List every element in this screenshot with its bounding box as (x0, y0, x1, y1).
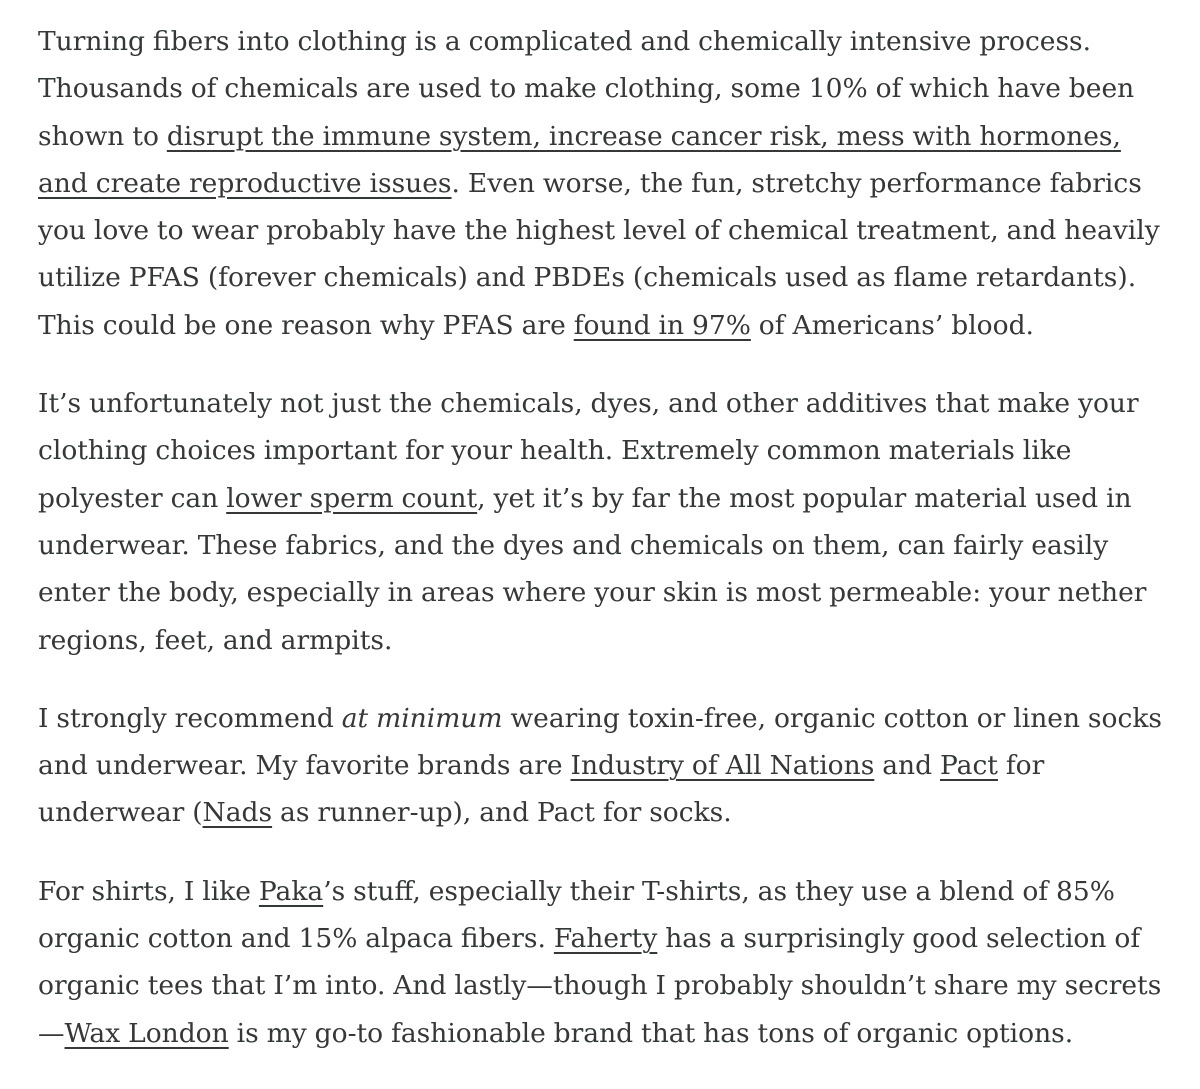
paragraph-text: I strongly recommend (38, 702, 342, 734)
paragraph-text: , yet it’s by far the most popular material used in underwear. These fabrics, and the dyes and chemicals on them, can fairly easily enter the body, especially in areas where your skin is most permeable: your nether regions, feet, and armpits. (38, 482, 1147, 656)
paragraph-text: It’s unfortunately not just the chemicals, dyes, and other additives that make your clothing choices important for your health. Extremely common materials like polyester can (38, 388, 1139, 514)
link-pact[interactable]: Pact (940, 750, 998, 782)
paragraph-text: Turning fibers into clothing is a complicated and chemically intensive process. Thousands of chemicals are used to make clothing, some 10% of which have been shown to (38, 26, 1135, 152)
paragraph-text: has a surprisingly good selection of organic tees that I’m into. And lastly—though I probably shouldn’t share my secrets— (38, 923, 1162, 1049)
paragraph (38, 695, 1178, 837)
link-wax-london[interactable]: Wax London (64, 1017, 229, 1049)
paragraph-text: and (874, 750, 940, 782)
paragraph-text: wearing toxin-free, organic cotton or linen socks and underwear. My favorite brands are (38, 702, 1162, 782)
link-faherty[interactable]: Faherty (553, 923, 658, 955)
link-industry-of-all-nations[interactable]: Industry of All Nations (570, 750, 875, 782)
link-lower-sperm-count[interactable]: lower sperm count (226, 482, 478, 514)
link-paka[interactable]: Paka (258, 875, 324, 907)
paragraph-text: . Even worse, the fun, stretchy performance fabrics you love to wear probably have the highest level of chemical treatment, and heavily utilize PFAS (forever chemicals) and PBDEs (chemicals used as flame retardants). This could be one reason why PFAS are (38, 167, 1160, 341)
paragraph-text: as runner-up), and Pact for socks. (272, 797, 732, 829)
link-found-in-97[interactable]: found in 97% (573, 309, 751, 341)
paragraph (38, 380, 1178, 664)
link-chemical-health-risks[interactable]: disrupt the immune system, increase cancer risk, mess with hormones, and create reproductive issues (38, 120, 1121, 199)
paragraph (38, 18, 1178, 349)
article-body (38, 18, 1178, 1088)
paragraph-text: ’s stuff, especially their T-shirts, as they use a blend of 85% organic cotton and 15% alpaca fibers. (38, 875, 1115, 955)
emphasis-text: at minimum (341, 702, 503, 734)
paragraph-text: of Americans’ blood. (750, 309, 1034, 341)
link-nads[interactable]: Nads (202, 797, 273, 829)
paragraph (38, 868, 1178, 1057)
paragraph-text: for underwear ( (38, 750, 1045, 829)
paragraph-text: For shirts, I like (38, 875, 259, 907)
paragraph-text: is my go-to fashionable brand that has tons of organic options. (228, 1017, 1074, 1049)
